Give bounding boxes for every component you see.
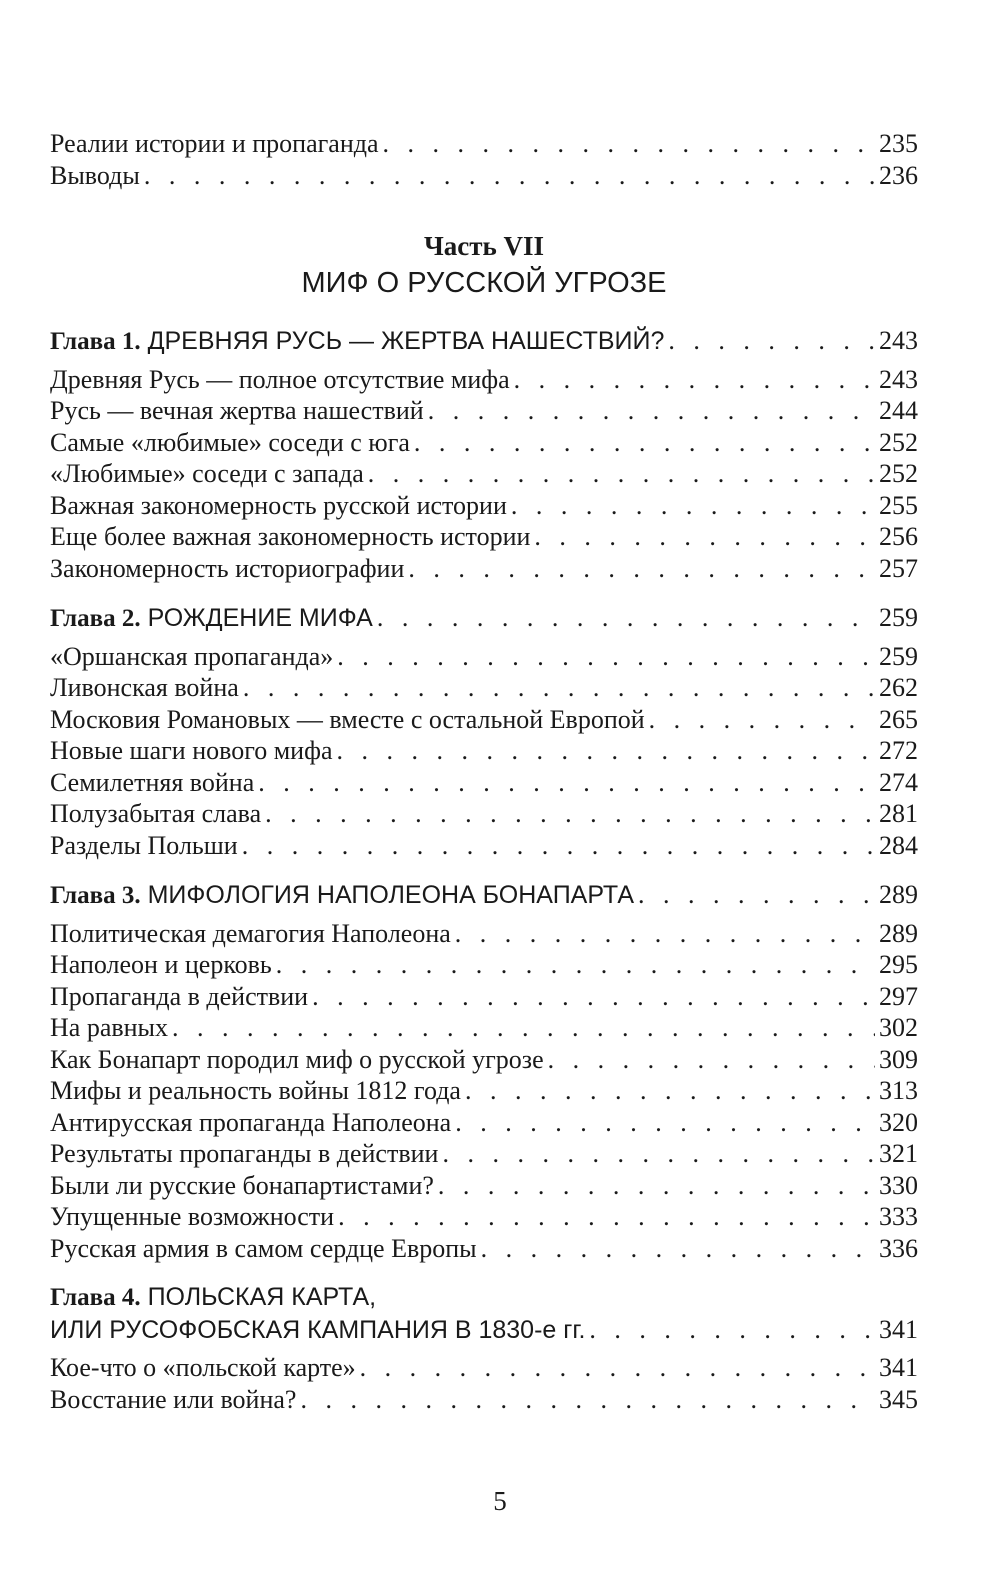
toc-entry-title: Наполеон и церковь: [50, 950, 272, 979]
dot-leader: [144, 160, 875, 192]
toc-entry: [50, 830, 918, 862]
dot-leader: [408, 553, 875, 585]
toc-entry-title: Полузабытая слава: [50, 799, 262, 828]
toc-entry-title: На равных: [50, 1013, 169, 1042]
toc-entry-page: 333: [879, 1202, 918, 1231]
chapter-label: Глава 2.: [50, 605, 141, 632]
chapter-label: Глава 1.: [50, 328, 141, 355]
toc-entry: [50, 490, 918, 522]
dot-leader: [276, 949, 875, 981]
toc-entry: [50, 672, 918, 704]
toc-entry: [50, 641, 918, 673]
dot-leader: [455, 1107, 875, 1139]
toc-entry: [50, 918, 918, 950]
toc-entry-title: Мифы и реальность войны 1812 года: [50, 1076, 461, 1105]
dot-leader: [589, 1314, 875, 1346]
toc-entry: [50, 704, 918, 736]
table-of-contents: [50, 128, 918, 1415]
chapter-page: 243: [879, 326, 918, 355]
dot-leader: [368, 458, 875, 490]
dot-leader: [243, 672, 875, 704]
toc-entry: [50, 1107, 918, 1139]
dot-leader: [438, 1170, 875, 1202]
toc-entry: [50, 1352, 918, 1384]
chapter-title-line1: ПОЛЬСКАЯ КАРТА,: [147, 1283, 377, 1311]
toc-entry: [50, 767, 918, 799]
toc-entry-page: 235: [879, 129, 918, 158]
dot-leader: [337, 641, 875, 673]
toc-entry-page: 281: [879, 799, 918, 828]
chapter-title: РОЖДЕНИЕ МИФА: [147, 604, 373, 632]
dot-leader: [336, 735, 875, 767]
toc-entry-title: Ливонская война: [50, 673, 239, 702]
toc-entry-title: Результаты пропаганды в действии: [50, 1139, 439, 1168]
toc-entry-title: Новые шаги нового мифа: [50, 736, 333, 765]
toc-entry-title: Были ли русские бонапартистами?: [50, 1170, 434, 1200]
toc-entry-page: 257: [879, 553, 918, 583]
toc-entry: [50, 1384, 918, 1416]
toc-entry-title: Политическая демагогия Наполеона: [50, 918, 451, 948]
toc-entry-page: 330: [879, 1170, 918, 1200]
toc-entry-page: 262: [879, 673, 918, 702]
chapter-page: 341: [879, 1314, 918, 1344]
chapter-title-line2: ИЛИ РУСОФОБСКАЯ КАМПАНИЯ В 1830-е гг.: [50, 1315, 586, 1344]
dot-leader: [428, 395, 875, 427]
toc-entry-page: 252: [879, 459, 918, 488]
toc-entry: [50, 1044, 918, 1076]
toc-entry-title: Русь — вечная жертва нашествий: [50, 396, 424, 425]
toc-entry: [50, 427, 918, 459]
toc-entry-page: 341: [879, 1353, 918, 1382]
toc-entry-page: 256: [879, 522, 918, 551]
chapter-label: Глава 4.: [50, 1284, 141, 1311]
chapter-title-wrap: [50, 326, 664, 358]
toc-entry-page: 244: [879, 396, 918, 425]
toc-entry-page: 255: [879, 490, 918, 520]
chapter-heading: [50, 879, 918, 912]
toc-entry: [50, 1012, 918, 1044]
toc-entry-page: 289: [879, 918, 918, 948]
dot-leader: [338, 1201, 875, 1233]
toc-entry-title: Важная закономерность русской истории: [50, 490, 507, 520]
chapter-page: 259: [879, 603, 918, 632]
toc-entry-title: Как Бонапарт породил миф о русской угрозе: [50, 1044, 544, 1074]
toc-entry-title: «Оршанская пропаганда»: [50, 641, 334, 671]
toc-entry: [50, 521, 918, 553]
dot-leader: [638, 879, 875, 911]
toc-entry-title: Восстание или война?: [50, 1384, 297, 1414]
dot-leader: [465, 1075, 875, 1107]
toc-entry: [50, 949, 918, 981]
toc-entry-title: «Любимые» соседи с запада: [50, 459, 364, 488]
dot-leader: [481, 1233, 875, 1265]
toc-entry-title: Еще более важная закономерность истории: [50, 522, 531, 551]
toc-entry-page: 297: [879, 981, 918, 1011]
toc-entry: [50, 1075, 918, 1107]
toc-entry-page: 259: [879, 641, 918, 671]
toc-entry-title: Пропаганда в действии: [50, 981, 309, 1011]
dot-leader: [312, 981, 875, 1013]
toc-entry-title: Выводы: [50, 160, 140, 190]
toc-entry: [50, 1233, 918, 1265]
dot-leader: [360, 1352, 875, 1384]
toc-entry-page: 274: [879, 767, 918, 797]
toc-entry: [50, 735, 918, 767]
toc-entry-page: 321: [879, 1139, 918, 1168]
chapter-title: МИФОЛОГИЯ НАПОЛЕОНА БОНАПАРТА: [147, 881, 635, 909]
toc-entry-page: 265: [879, 704, 918, 734]
toc-entry-page: 252: [879, 427, 918, 457]
dot-leader: [534, 521, 875, 553]
toc-entry-page: 309: [879, 1044, 918, 1074]
part-title: МИФ О РУССКОЙ УГРОЗЕ: [301, 267, 667, 299]
page-number: 5: [493, 1486, 507, 1516]
toc-entry-title: Упущенные возможности: [50, 1202, 335, 1231]
chapter-title-wrap: [50, 880, 634, 912]
toc-entry-page: 302: [879, 1013, 918, 1042]
toc-entry-title: Антирусская пропаганда Наполеона: [50, 1107, 452, 1137]
toc-entry: [50, 553, 918, 585]
toc-entry: [50, 981, 918, 1013]
toc-entry: [50, 798, 918, 830]
toc-entry: [50, 395, 918, 427]
part-label: Часть VII: [423, 231, 545, 261]
dot-leader: [172, 1012, 875, 1044]
dot-leader: [377, 602, 875, 634]
toc-entry-title: Реалии истории и пропаганда: [50, 129, 379, 158]
chapter-title-wrap: [50, 603, 373, 635]
toc-entry: [50, 1201, 918, 1233]
toc-entry-title: Русская армия в самом сердце Европы: [50, 1233, 477, 1263]
dot-leader: [668, 325, 875, 357]
dot-leader: [649, 704, 875, 736]
chapter-label: Глава 3.: [50, 882, 141, 909]
chapter-heading: [50, 1314, 918, 1347]
dot-leader: [300, 1384, 875, 1416]
toc-entry-page: 320: [879, 1107, 918, 1137]
toc-entry-page: 313: [879, 1076, 918, 1105]
toc-entry-page: 345: [879, 1384, 918, 1414]
toc-entry-title: Кое-что о «польской карте»: [50, 1353, 356, 1382]
dot-leader: [242, 830, 875, 862]
dot-leader: [455, 918, 875, 950]
chapter-title: ДРЕВНЯЯ РУСЬ — ЖЕРТВА НАШЕСТВИЙ?: [147, 327, 665, 355]
chapter-heading: [50, 325, 918, 358]
dot-leader: [548, 1044, 875, 1076]
toc-entry-page: 284: [879, 830, 918, 860]
toc-entry-title: Разделы Польши: [50, 830, 238, 860]
chapter-page: 289: [879, 880, 918, 909]
dot-leader: [514, 364, 875, 396]
dot-leader: [265, 798, 875, 830]
toc-entry-title: Закономерность историографии: [50, 553, 405, 583]
toc-entry-page: 236: [879, 160, 918, 190]
toc-entry-page: 295: [879, 950, 918, 979]
toc-entry: [50, 1138, 918, 1170]
dot-leader: [383, 128, 875, 160]
toc-entry-page: 336: [879, 1233, 918, 1263]
dot-leader: [442, 1138, 875, 1170]
dot-leader: [258, 767, 875, 799]
dot-leader: [414, 427, 875, 459]
toc-entry-page: 243: [879, 364, 918, 394]
toc-entry-title: Древняя Русь — полное отсутствие мифа: [50, 364, 510, 394]
toc-entry: [50, 458, 918, 490]
toc-entry: [50, 160, 918, 192]
toc-entry: [50, 1170, 918, 1202]
toc-entry: [50, 364, 918, 396]
part-heading: [50, 229, 918, 303]
chapter-heading: [50, 602, 918, 635]
chapter-heading-line1: [50, 1282, 918, 1314]
dot-leader: [511, 490, 875, 522]
toc-entry: [50, 128, 918, 160]
toc-entry-title: Самые «любимые» соседи с юга: [50, 427, 410, 457]
toc-entry-title: Московия Романовых — вместе с остальной Европой: [50, 704, 645, 734]
toc-entry-title: Семилетняя война: [50, 767, 255, 797]
toc-entry-page: 272: [879, 736, 918, 765]
